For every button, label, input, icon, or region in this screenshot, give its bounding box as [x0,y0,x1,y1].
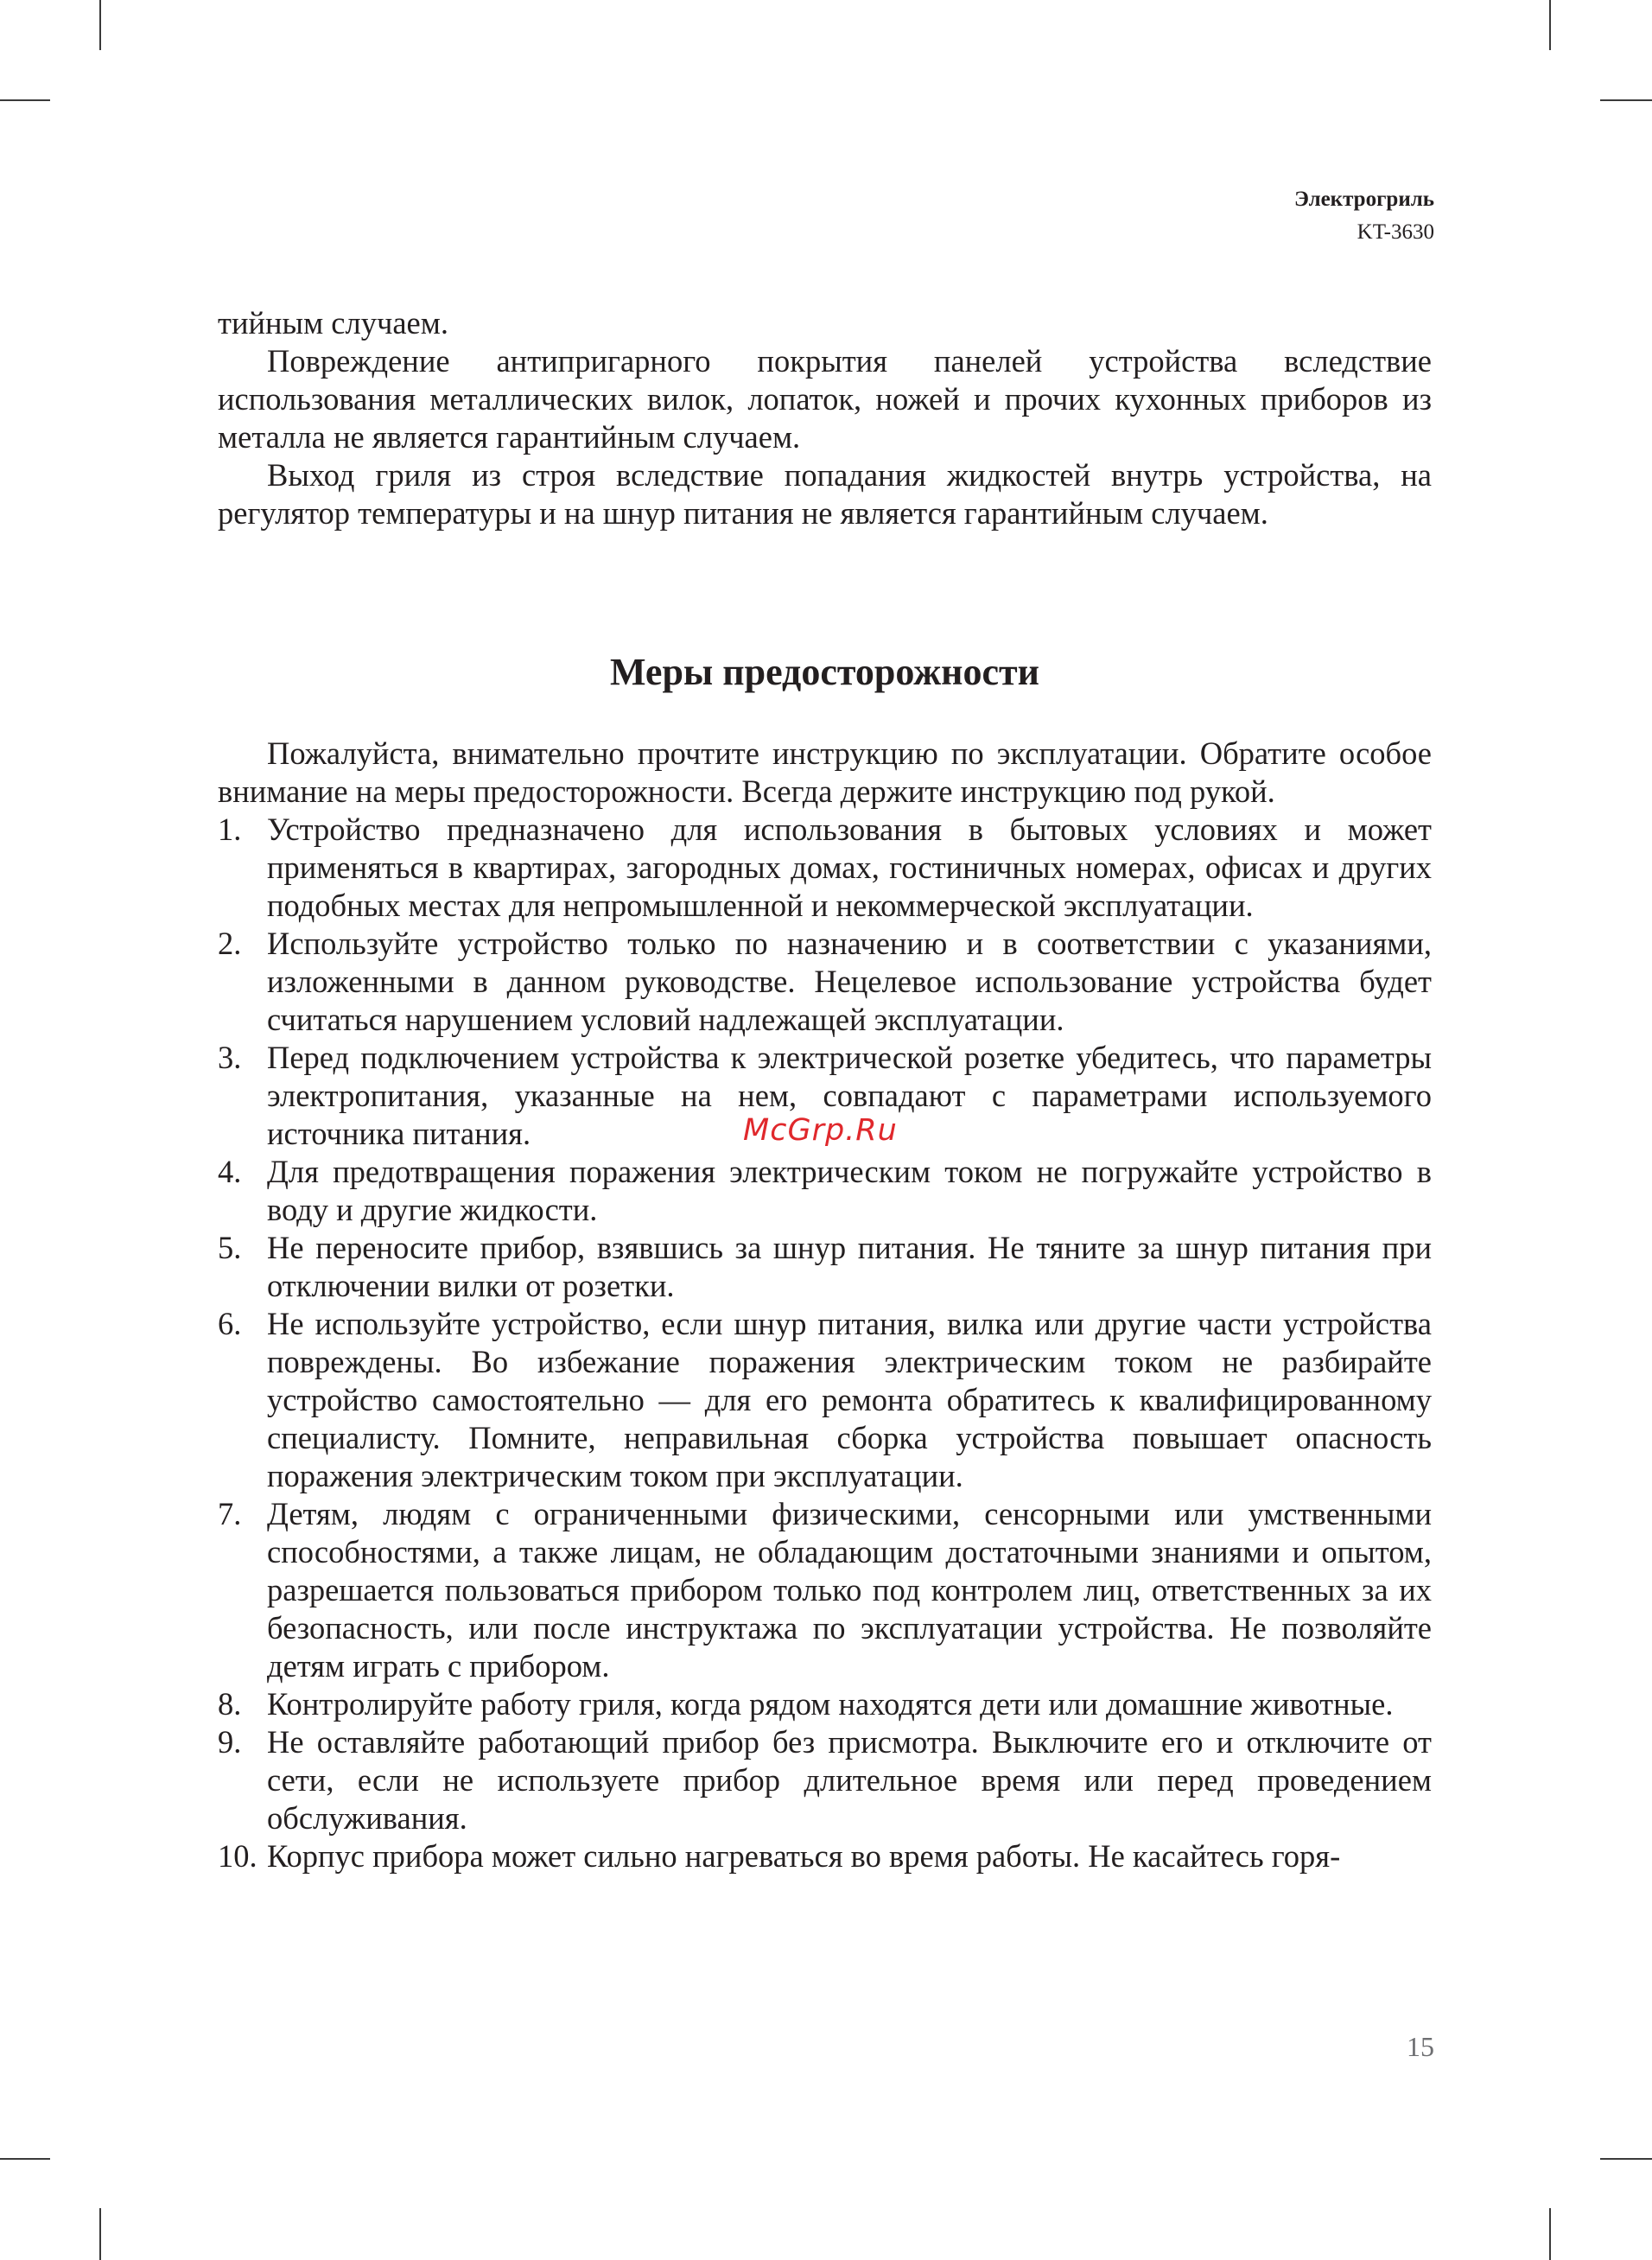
crop-mark-top-left [99,0,101,50]
section-title: Меры предосторожности [609,651,1040,693]
list-item-text: Не переносите прибор, взявшись за шнур питания. Не тяните за шнур питания при отключении вилки от розетки. [267,1230,1432,1303]
list-item-text: Для предотвращения поражения электрическим током не погружайте устройство в воду и другие жидкости. [267,1154,1432,1227]
list-item-text: Контролируйте работу гриля, когда рядом находятся дети или домашние животные. [267,1686,1394,1722]
crop-mark-top-right [1549,0,1551,50]
list-item-number: 7. [218,1496,242,1531]
running-header [1294,183,1434,249]
list-item-number: 1. [218,812,242,847]
crop-mark-bottom-right [1549,2208,1551,2260]
section-lead-paragraph: Пожалуйста, внимательно прочтите инструкцию по эксплуатации. Обратите особое внимание на меры предосторожности. Всегда держите инструкцию под рукой. [218,735,1432,809]
list-item [218,1723,1432,1837]
list-item [218,1495,1432,1685]
list-item-number: 5. [218,1230,242,1265]
page-content [218,304,1432,1875]
list-item-text: Детям, людям с ограниченными физическими, сенсорными или умственными способностями, а также лицам, не обладающим достаточными знаниями и опытом, разрешается пользоваться прибором только под контролем лиц, ответственных за их безопасность, или после инструктажа по эксплуатации устройства. Не позволяйте детям играть с прибором. [267,1496,1432,1684]
crop-mark-right-top [1600,99,1652,101]
list-item-number: 4. [218,1154,242,1189]
list-item-text: Используйте устройство только по назначению и в соответствии с указаниями, изложенными в данном руководстве. Нецелевое использование устройства будет считаться нарушением условий надлежащей эксплуатации. [267,926,1432,1037]
intro-paragraph: тийным случаем. [218,305,448,341]
list-item-number: 8. [218,1686,242,1722]
list-item-text: Корпус прибора может сильно нагреваться во время работы. Не касайтесь горя- [267,1838,1341,1874]
watermark: McGrp.Ru [743,1113,898,1148]
list-item [218,1229,1432,1305]
list-item-number: 2. [218,926,242,961]
header-model: KT-3630 [1357,220,1434,244]
list-item-number: 9. [218,1724,242,1760]
list-item [218,1305,1432,1495]
list-item [218,1685,1432,1723]
crop-mark-right-bottom [1600,2158,1652,2160]
list-item [218,1153,1432,1229]
header-product-name: Электрогриль [1293,188,1434,211]
intro-paragraph: Повреждение антипригарного покрытия панелей устройства вследствие использования металлических вилок, лопаток, ножей и прочих кухонных приборов из металла не является гарантийным случаем. [218,343,1432,455]
precautions-list [218,811,1432,1875]
list-item-number: 10. [218,1838,257,1874]
list-item-text: Не используйте устройство, если шнур питания, вилка или другие части устройства повреждены. Во избежание поражения электрическим током не разбирайте устройство самостоятельно — для его ремонта обратитесь к квалифицированному специалисту. Помните, неправильная сборка устройства повышает опасность поражения электрическим током при эксплуатации. [267,1306,1432,1493]
crop-mark-bottom-left [99,2208,101,2260]
list-item-number: 6. [218,1306,242,1341]
crop-mark-left-top [0,99,50,101]
crop-mark-left-bottom [0,2158,50,2160]
list-item-text: Устройство предназначено для использования в бытовых условиях и может применяться в квартирах, загородных домах, гостиничных номерах, офисах и других подобных местах для непромышленной и некоммерческой эксплуатации. [267,812,1432,923]
page-number: 15 [1407,2031,1434,2062]
list-item-number: 3. [218,1040,242,1075]
list-item-text: Не оставляйте работающий прибор без присмотра. Выключите его и отключите от сети, если не используете прибор длительное время или перед проведением обслуживания. [267,1724,1432,1836]
list-item-text: Перед подключением устройства к электрической розетке убедитесь, что параметры электропитания, указанные на нем, совпадают с параметрами используемого источника питания. [267,1040,1432,1151]
intro-paragraph: Выход гриля из строя вследствие попадания жидкостей внутрь устройства, на регулятор температуры и на шнур питания не является гарантийным случаем. [218,457,1432,531]
list-item [218,811,1432,925]
list-item [218,1837,1432,1875]
list-item [218,925,1432,1039]
